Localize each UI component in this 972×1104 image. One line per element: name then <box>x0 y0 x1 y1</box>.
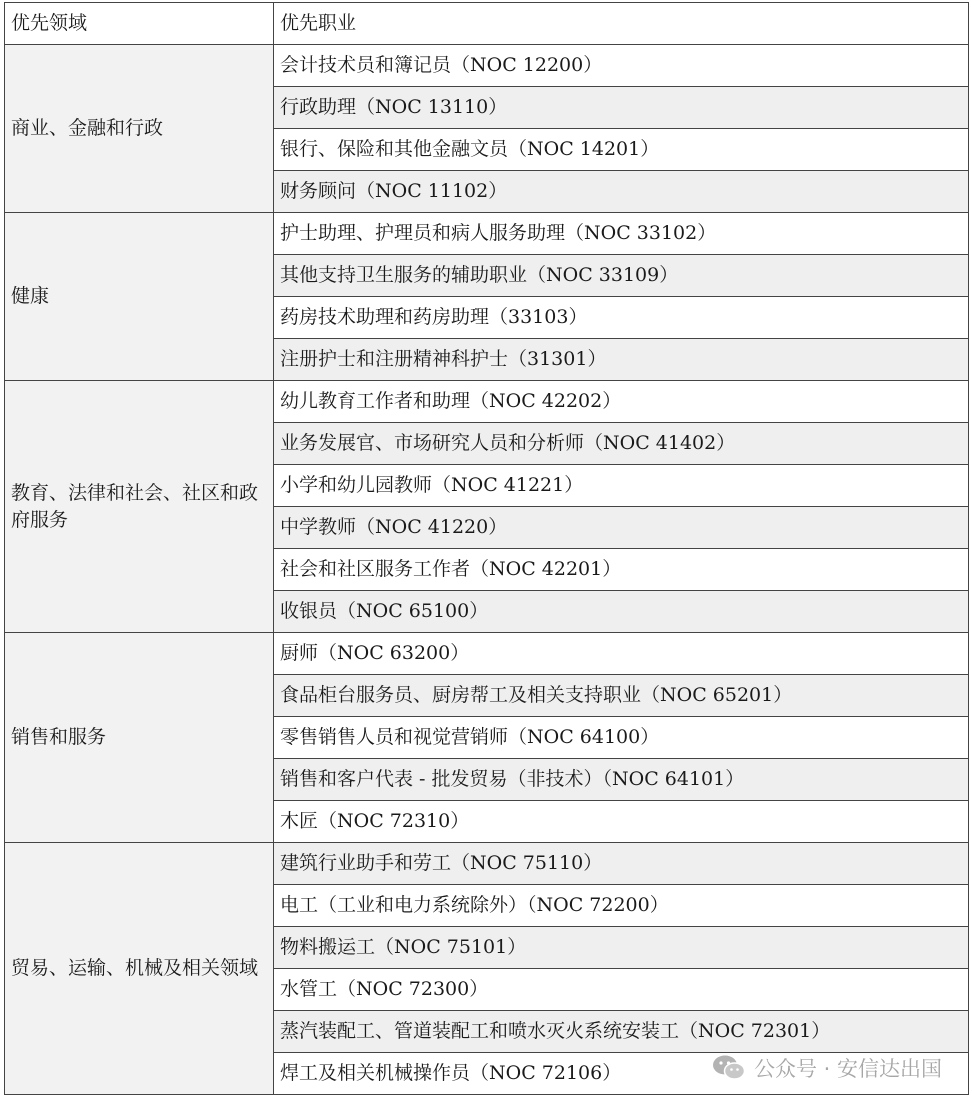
watermark-text: 公众号 · 安信达出国 <box>753 1057 942 1081</box>
table-row <box>5 843 969 885</box>
header-domain: 优先领域 <box>5 3 274 45</box>
occupation-cell: 会计技术员和簿记员（NOC 12200） <box>274 45 969 87</box>
watermark <box>712 1052 942 1084</box>
table-row <box>5 45 969 87</box>
occupation-cell: 蒸汽装配工、管道装配工和喷水灭火系统安装工（NOC 72301） <box>274 1011 969 1053</box>
table-row <box>5 381 969 423</box>
occupation-cell: 收银员（NOC 65100） <box>274 591 969 633</box>
domain-cell: 健康 <box>5 213 274 381</box>
domain-cell: 商业、金融和行政 <box>5 45 274 213</box>
occupation-cell: 小学和幼儿园教师（NOC 41221） <box>274 465 969 507</box>
header-row <box>5 3 969 45</box>
occupation-cell: 业务发展官、市场研究人员和分析师（NOC 41402） <box>274 423 969 465</box>
occupation-cell: 焊工及相关机械操作员（NOC 72106） <box>274 1053 969 1095</box>
occupation-cell: 护士助理、护理员和病人服务助理（NOC 33102） <box>274 213 969 255</box>
domain-cell: 教育、法律和社会、社区和政府服务 <box>5 381 274 633</box>
occupation-cell: 财务顾问（NOC 11102） <box>274 171 969 213</box>
occupation-cell: 药房技术助理和药房助理（33103） <box>274 297 969 339</box>
table-row <box>5 213 969 255</box>
occupation-cell: 木匠（NOC 72310） <box>274 801 969 843</box>
occupation-cell: 建筑行业助手和劳工（NOC 75110） <box>274 843 969 885</box>
occupation-cell: 物料搬运工（NOC 75101） <box>274 927 969 969</box>
occupation-cell: 社会和社区服务工作者（NOC 42201） <box>274 549 969 591</box>
domain-cell: 贸易、运输、机械及相关领域 <box>5 843 274 1095</box>
header-occupation: 优先职业 <box>274 3 969 45</box>
occupation-cell: 幼儿教育工作者和助理（NOC 42202） <box>274 381 969 423</box>
occupation-cell: 食品柜台服务员、厨房帮工及相关支持职业（NOC 65201） <box>274 675 969 717</box>
domain-cell: 销售和服务 <box>5 633 274 843</box>
occupation-cell: 厨师（NOC 63200） <box>274 633 969 675</box>
table-row <box>5 633 969 675</box>
occupation-cell: 中学教师（NOC 41220） <box>274 507 969 549</box>
wechat-icon <box>712 1054 746 1082</box>
occupation-cell: 注册护士和注册精神科护士（31301） <box>274 339 969 381</box>
occupation-cell: 银行、保险和其他金融文员（NOC 14201） <box>274 129 969 171</box>
occupation-cell: 销售和客户代表 - 批发贸易（非技术）（NOC 64101） <box>274 759 969 801</box>
occupation-cell: 水管工（NOC 72300） <box>274 969 969 1011</box>
occupation-cell: 电工（工业和电力系统除外）（NOC 72200） <box>274 885 969 927</box>
occupation-cell: 其他支持卫生服务的辅助职业（NOC 33109） <box>274 255 969 297</box>
priority-occupations-table <box>4 2 969 1095</box>
occupation-cell: 行政助理（NOC 13110） <box>274 87 969 129</box>
occupation-cell: 零售销售人员和视觉营销师（NOC 64100） <box>274 717 969 759</box>
